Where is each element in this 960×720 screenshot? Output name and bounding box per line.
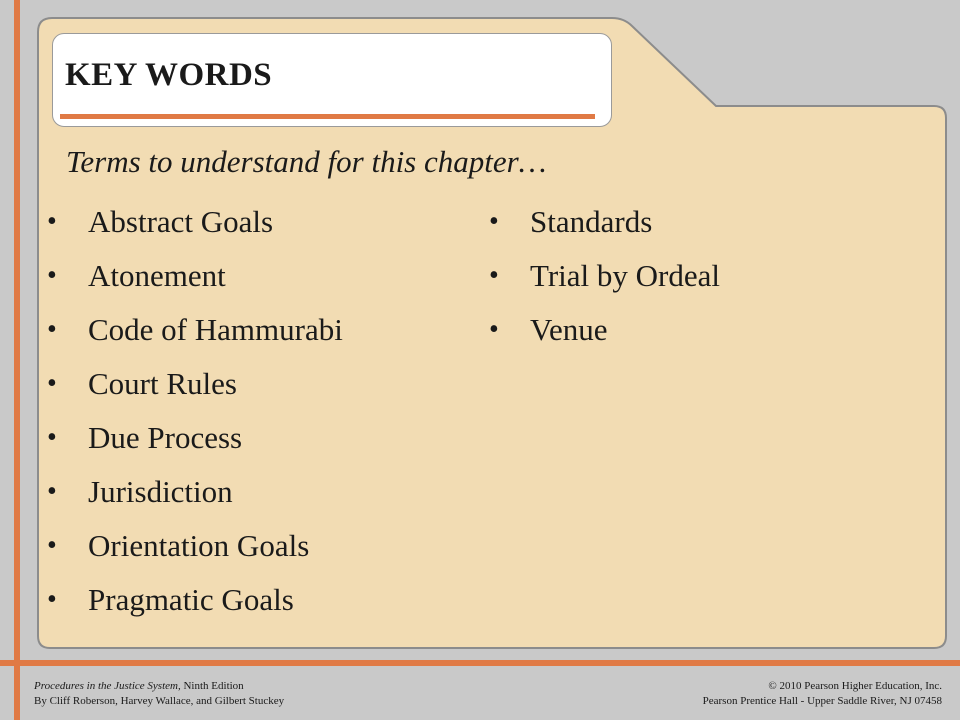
footer-edition: Ninth Edition <box>180 680 244 692</box>
bullet-icon: • <box>489 206 499 237</box>
footer-publisher-info <box>703 679 942 709</box>
bullet-icon: • <box>489 314 499 345</box>
term-item <box>47 472 343 526</box>
bullet-icon: • <box>47 422 57 453</box>
term-label: Jurisdiction <box>88 474 233 509</box>
term-label: Abstract Goals <box>88 204 274 239</box>
footer-copyright: © 2010 Pearson Higher Education, Inc. <box>768 680 942 692</box>
term-label: Atonement <box>88 258 226 293</box>
bullet-icon: • <box>47 584 57 615</box>
bullet-icon: • <box>489 260 499 291</box>
term-item <box>489 202 720 256</box>
bullet-icon: • <box>47 530 57 561</box>
term-label: Orientation Goals <box>88 528 310 563</box>
footer-book-line <box>34 679 284 694</box>
bullet-icon: • <box>47 314 57 345</box>
term-label: Venue <box>530 312 608 347</box>
term-label: Pragmatic Goals <box>88 582 294 617</box>
term-item <box>47 310 343 364</box>
orange-horizontal-accent <box>0 660 960 666</box>
bullet-icon: • <box>47 260 57 291</box>
terms-list-left <box>47 202 343 634</box>
bullet-icon: • <box>47 368 57 399</box>
term-item <box>489 256 720 310</box>
term-item <box>47 526 343 580</box>
footer-book-title: Procedures in the Justice System, <box>34 680 181 692</box>
bullet-icon: • <box>47 206 57 237</box>
term-item <box>47 256 343 310</box>
term-item <box>47 580 343 634</box>
slide-title: KEY WORDS <box>65 57 273 93</box>
term-item <box>47 418 343 472</box>
title-underline <box>60 114 595 119</box>
term-label: Due Process <box>88 420 243 455</box>
term-label: Code of Hammurabi <box>88 312 343 347</box>
footer-publisher: Pearson Prentice Hall - Upper Saddle River, NJ 07458 <box>702 695 942 707</box>
footer-authors: By Cliff Roberson, Harvey Wallace, and Gilbert Stuckey <box>34 695 285 707</box>
term-label: Standards <box>530 204 653 239</box>
slide-subtitle: Terms to understand for this chapter… <box>66 144 547 179</box>
term-label: Court Rules <box>88 366 237 401</box>
bullet-icon: • <box>47 476 57 507</box>
footer-book-info <box>34 679 284 709</box>
terms-list-right <box>489 202 720 364</box>
term-item <box>47 202 343 256</box>
term-label: Trial by Ordeal <box>530 258 720 293</box>
term-item <box>47 364 343 418</box>
term-item <box>489 310 720 364</box>
